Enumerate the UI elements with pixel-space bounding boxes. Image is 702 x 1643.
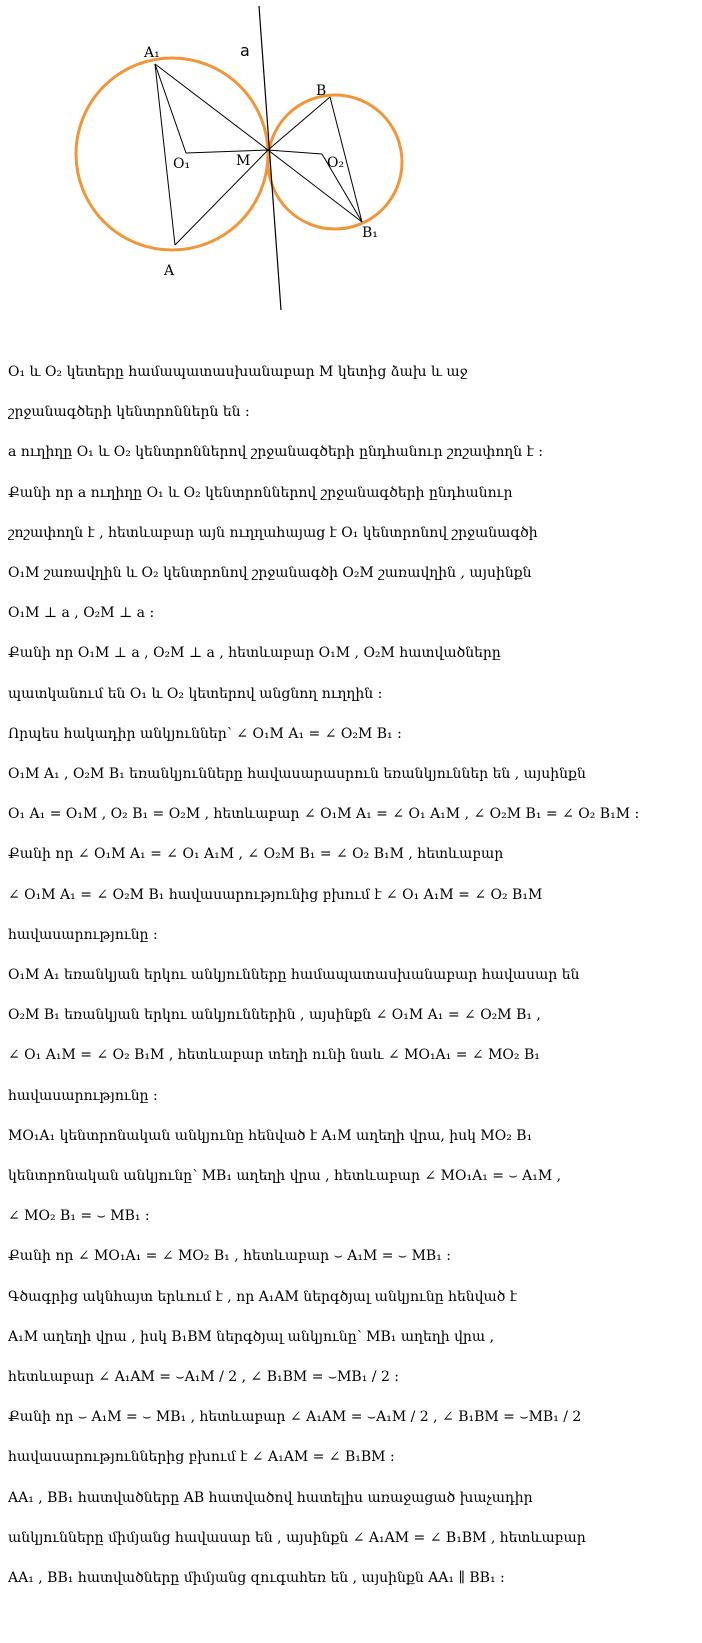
label-O1: O₁ [173,156,191,172]
text-line: հետևաբար ∠ A₁AM = ⌣A₁M / 2 , ∠ B₁BM = ⌣MB₁ / 2 : [8,1369,400,1385]
text-line: AA₁ , BB₁ հատվածները AB հատվածով հատելիս առաջացած խաչադիր [8,1489,533,1506]
text-line: O₂M B₁ եռանկյան երկու անկյուններին , այսինքն ∠ O₁M A₁ = ∠ O₂M B₁ , [8,1007,541,1024]
text-line: ∠ MO₂ B₁ = ⌣ MB₁ : [8,1208,150,1225]
text-line: A₁M աղեղի վրա , իսկ B₁BM ներգծյալ անկյունը՝ MB₁ աղեղի վրա , [8,1328,495,1345]
text-line: Քանի որ ∠ O₁M A₁ = ∠ O₁ A₁M , ∠ O₂M B₁ = ∠ O₂ B₁M , հետևաբար [8,846,504,863]
text-line: ∠ O₁M A₁ = ∠ O₂M B₁ հավասարությունից բխում է ∠ O₁ A₁M = ∠ O₂ B₁M [8,886,543,903]
text-line: Քանի որ a ուղիղը O₁ և O₂ կենտրոններով շրջանագծերի ընդհանուր [8,484,513,501]
text-line: Քանի որ ∠ MO₁A₁ = ∠ MO₂ B₁ , հետևաբար ⌣ A₁M = ⌣ MB₁ : [8,1248,451,1265]
text-line: կենտրոնական անկյունը՝ MB₁ աղեղի վրա , հետևաբար ∠ MO₁A₁ = ⌣ A₁M , [8,1168,562,1184]
text-line: Գծագրից ակնհայտ երևում է , որ A₁AM ներգծյալ անկյունը հենված է [8,1288,517,1305]
label-A: A [164,263,175,279]
text-line: ∠ O₁ A₁M = ∠ O₂ B₁M , հետևաբար տեղի ունի նաև ∠ MO₁A₁ = ∠ MO₂ B₁ [8,1047,540,1064]
text-line: O₁M շառավղին և O₂ կենտրոնով շրջանագծի O₂M շառավղին , այսինքն [8,565,532,581]
text-line: a ուղիղը O₁ և O₂ կենտրոններով շրջանագծերի ընդհանուր շոշափողն է : [8,444,543,461]
text-line: հավասարություններից բխում է ∠ A₁AM = ∠ B₁BM : [8,1449,395,1466]
text-line: O₁ A₁ = O₁M , O₂ B₁ = O₂M , հետևաբար ∠ O₁M A₁ = ∠ O₁ A₁M , ∠ O₂M B₁ = ∠ O₂ B₁M : [8,806,640,823]
label-A1: A₁ [144,45,160,61]
text-line: Քանի որ ⌣ A₁M = ⌣ MB₁ , հետևաբար ∠ A₁AM = ⌣A₁M / 2 , ∠ B₁BM = ⌣MB₁ / 2 [8,1409,582,1426]
label-B: B [316,83,327,99]
text-line: O₁M ⊥ a , O₂M ⊥ a : [8,605,155,622]
text-line: O₁ և O₂ կետերը համապատասխանաբար M կետից ձախ և աջ [8,364,468,380]
text-line: շոշափողն է , հետևաբար այն ուղղահայաց է O₁ կենտրոնով շրջանագծի [8,524,538,541]
text-line: հավասարությունը : [8,926,158,943]
geometry-figure [0,0,702,340]
text-line: O₁M A₁ , O₂M B₁ եռանկյունները հավասարասրուն եռանկյուններ են , այսինքն [8,766,586,782]
label-B1: B₁ [362,225,378,241]
text-line: հավասարությունը : [8,1087,158,1104]
text-line: AA₁ , BB₁ հատվածները միմյանց զուգահեռ են , այսինքն AA₁ ∥ BB₁ : [8,1570,505,1586]
text-line: MO₁A₁ կենտրոնական անկյունը հենված է A₁M աղեղի վրա, իսկ MO₂ B₁ [8,1127,533,1144]
text-line: անկյունները միմյանց հավասար են , այսինքն ∠ A₁AM = ∠ B₁BM , հետևաբար [8,1529,586,1546]
label-a: a [240,41,250,60]
text-line: շրջանագծերի կենտրոններն են : [8,404,250,421]
text-line: O₁M A₁ եռանկյան երկու անկյունները համապատասխանաբար հավասար են [8,967,580,983]
label-M: M [236,153,251,169]
label-O2: O₂ [327,155,345,171]
text-line: պատկանում են O₁ և O₂ կետերով անցնող ուղղին : [8,685,383,702]
text-line: Որպես հակադիր անկյուններ՝ ∠ O₁M A₁ = ∠ O₂M B₁ : [8,725,402,742]
text-line: Քանի որ O₁M ⊥ a , O₂M ⊥ a , հետևաբար O₁M , O₂M հատվածները [8,645,501,662]
